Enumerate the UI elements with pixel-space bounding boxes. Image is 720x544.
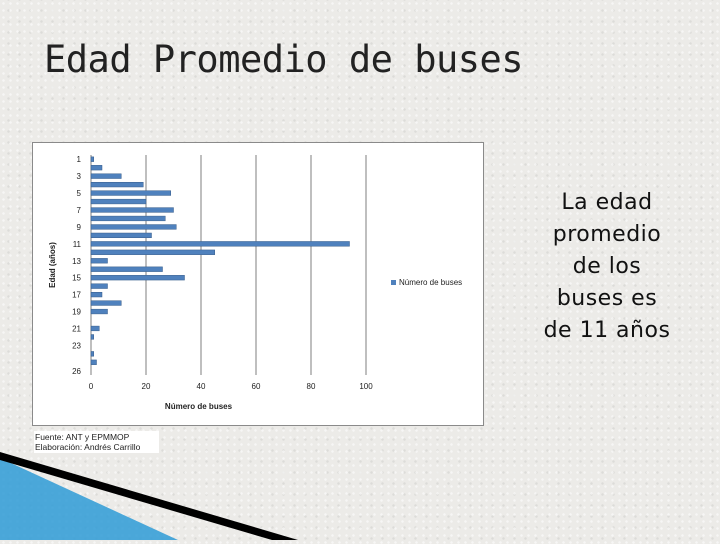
- legend-label: Número de buses: [399, 278, 463, 287]
- bar: [91, 241, 350, 246]
- source-line: Fuente: ANT y EPMMOP: [35, 432, 130, 442]
- y-tick-label: 19: [72, 307, 81, 317]
- y-tick-label: 9: [76, 222, 81, 232]
- bar: [91, 233, 152, 238]
- y-tick-label: 5: [76, 189, 81, 199]
- summary-line: de 11 años: [543, 318, 671, 343]
- y-tick-label: 21: [72, 324, 81, 334]
- y-tick-label: 17: [72, 290, 81, 300]
- bar: [91, 191, 171, 196]
- bar: [91, 292, 102, 297]
- chart-canvas: [33, 143, 483, 425]
- x-tick-label: 80: [306, 382, 316, 391]
- x-tick-label: 0: [88, 382, 94, 391]
- bar: [91, 267, 163, 272]
- bar: [91, 199, 146, 204]
- bar: [91, 309, 108, 314]
- y-tick-label: 11: [72, 239, 81, 249]
- bar: [91, 225, 176, 230]
- y-tick-label: 23: [72, 341, 81, 351]
- summary-line: de los: [572, 254, 642, 279]
- bar-chart: [32, 142, 484, 426]
- bar: [91, 174, 121, 179]
- summary-line: promedio: [552, 222, 662, 247]
- y-axis-title: Edad (años): [48, 242, 57, 288]
- bar: [91, 301, 121, 306]
- bar: [91, 165, 102, 170]
- summary-line: La edad: [561, 190, 653, 215]
- author-line: Elaboración: Andrés Carrillo: [35, 442, 141, 452]
- bar: [91, 284, 108, 289]
- y-tick-label: 26: [72, 366, 81, 376]
- summary-text: [512, 187, 702, 347]
- x-tick-label: 60: [251, 382, 261, 391]
- legend-swatch: [391, 280, 396, 285]
- x-tick-label: 40: [196, 382, 206, 391]
- x-tick-label: 20: [141, 382, 151, 391]
- bar: [91, 182, 143, 187]
- bar: [91, 351, 94, 356]
- y-tick-label: 13: [72, 256, 81, 266]
- y-tick-label: 3: [76, 172, 81, 182]
- y-tick-label: 15: [72, 273, 81, 283]
- source-note: [34, 431, 159, 453]
- x-tick-label: 100: [359, 382, 373, 391]
- bar: [91, 258, 108, 263]
- summary-line: buses es: [556, 286, 658, 311]
- bar: [91, 275, 185, 280]
- bar: [91, 360, 97, 365]
- bar: [91, 216, 165, 221]
- bar: [91, 326, 99, 331]
- slide-title: Edad Promedio de buses: [44, 38, 524, 81]
- y-tick-label: 7: [76, 206, 81, 215]
- bar: [91, 250, 215, 255]
- bar: [91, 157, 94, 162]
- bar: [91, 335, 94, 340]
- y-tick-label: 1: [76, 155, 81, 165]
- x-axis-title: Número de buses: [164, 402, 233, 411]
- bar: [91, 208, 174, 213]
